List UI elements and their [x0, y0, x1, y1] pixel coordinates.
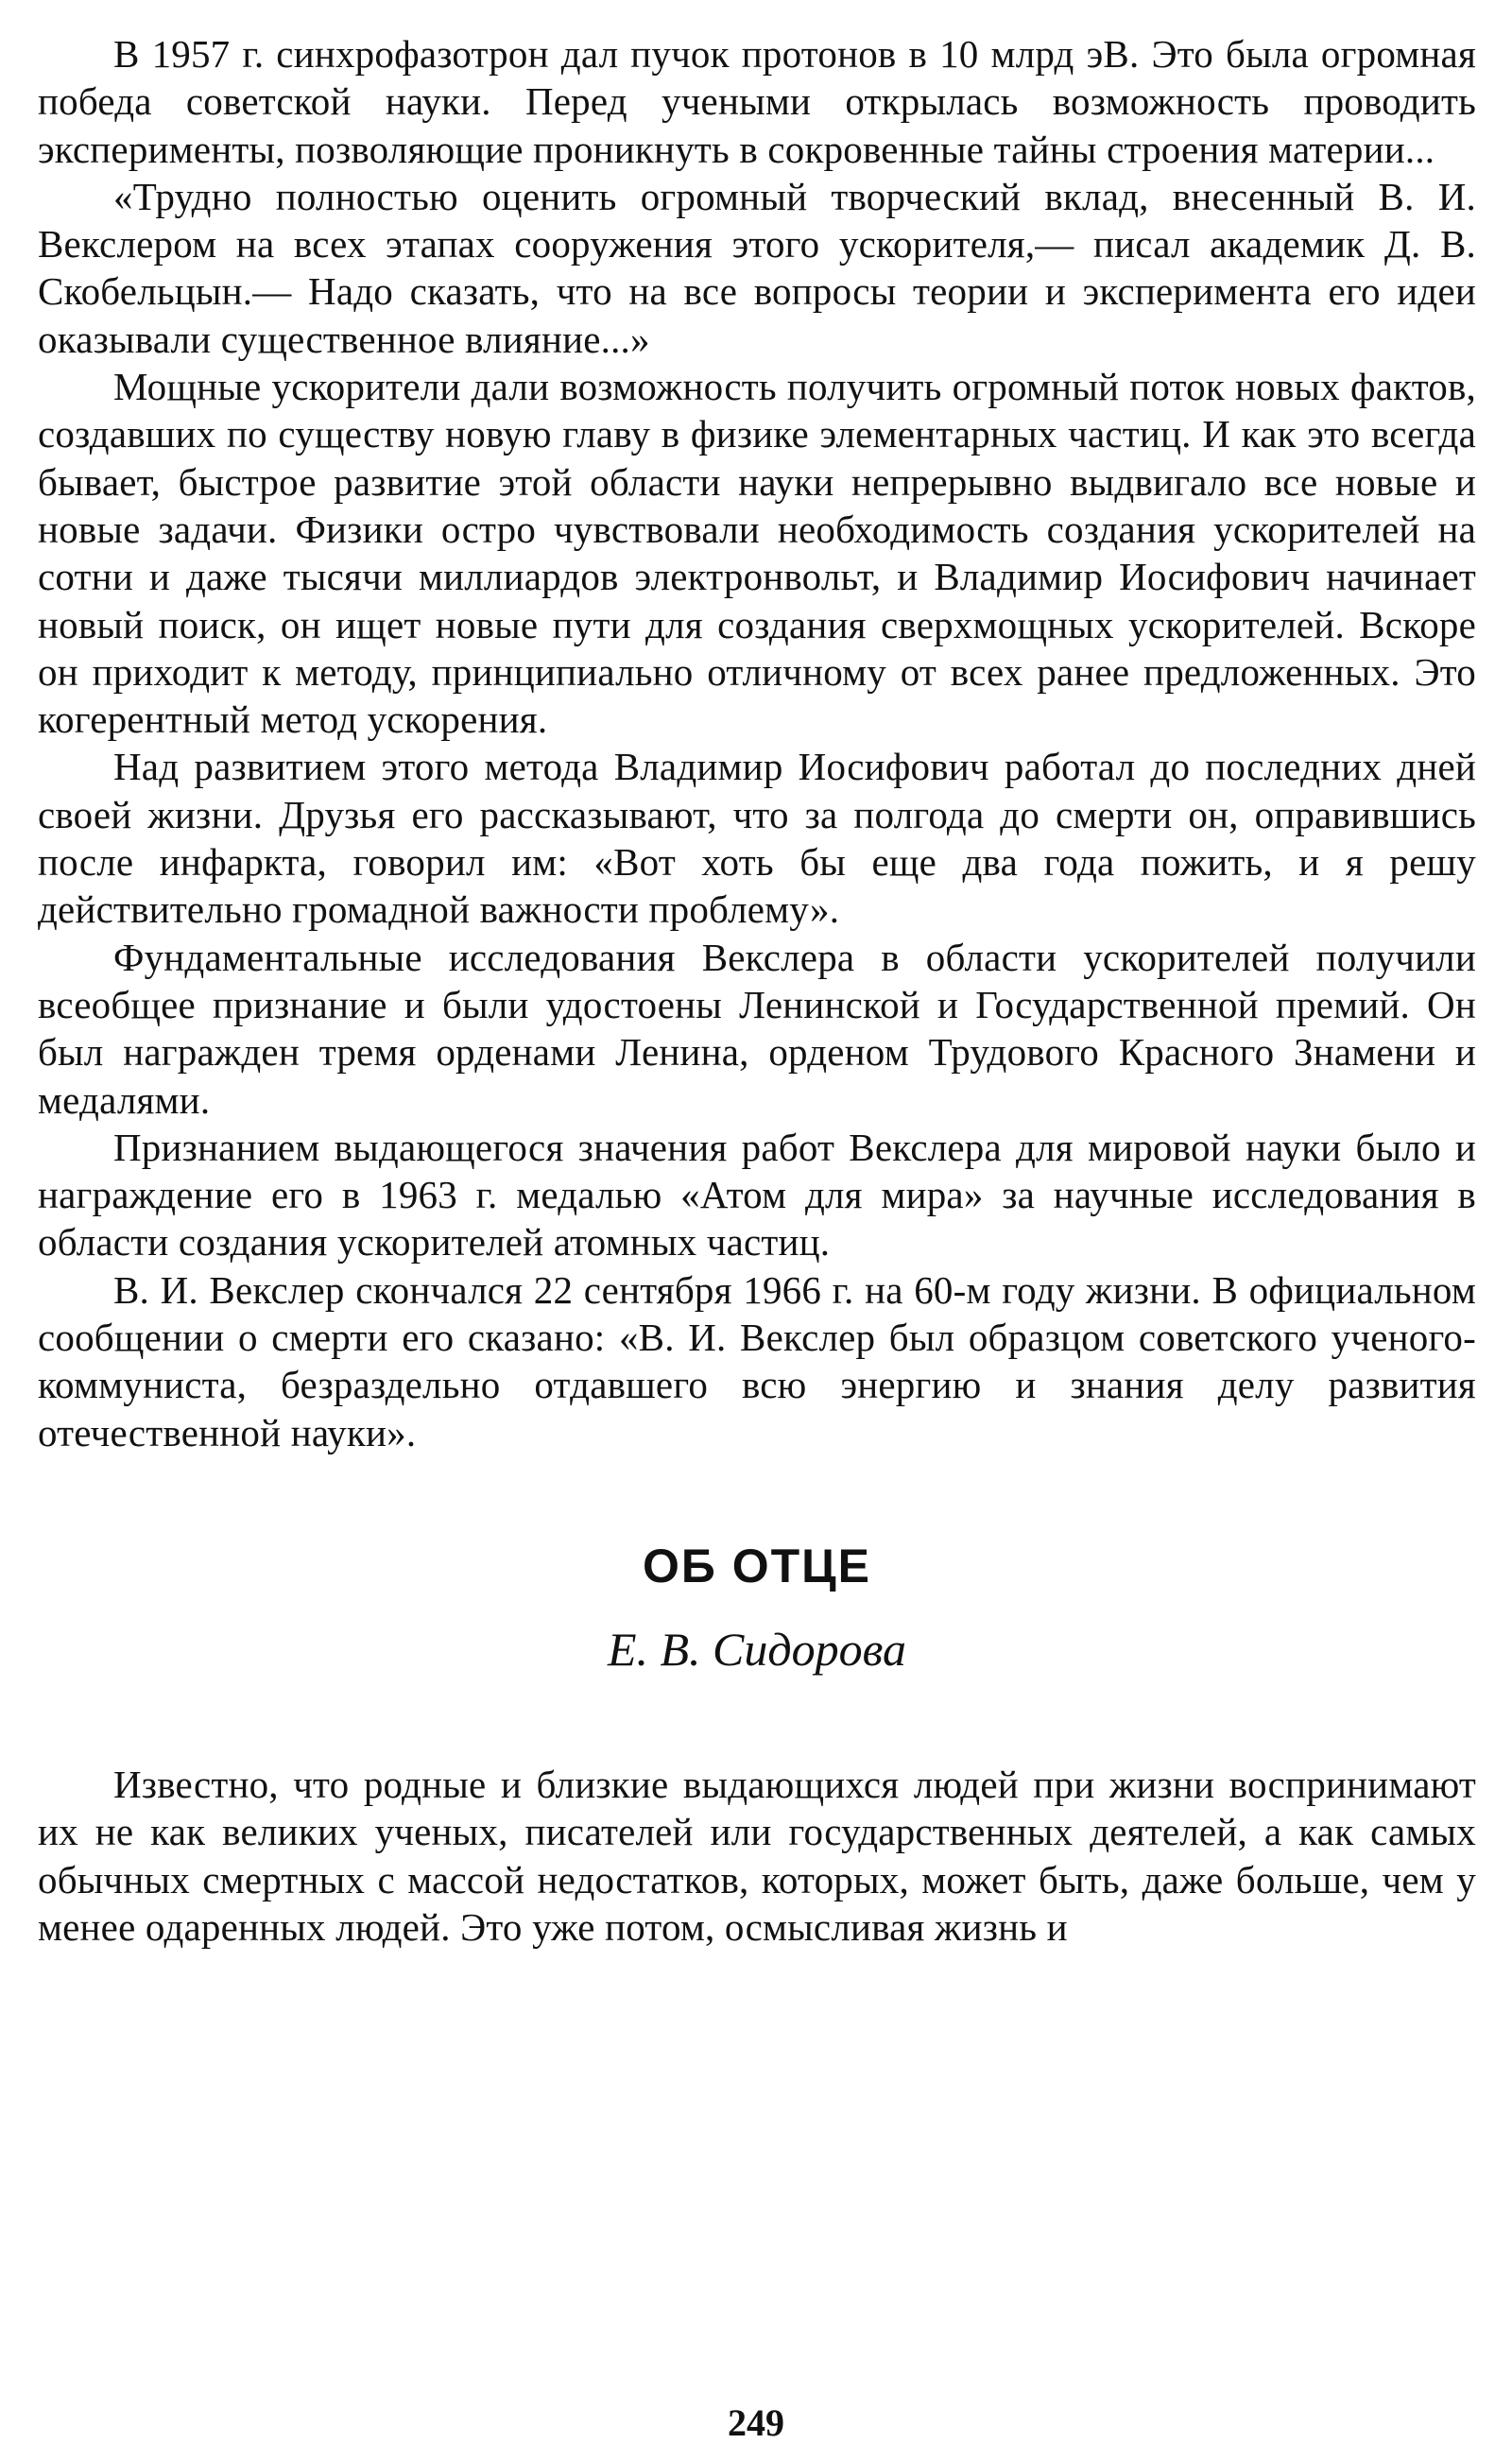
paragraph: «Трудно полностью оценить огромный творческий вклад, внесенный В. И. Векслером на всех этапах сооружения этого ускорителя,— писал академик Д. В. Скобельцын.— Надо сказать, что на все вопросы теории и эксперимента его идеи оказывали существенное влияние...» — [38, 174, 1476, 361]
paragraph: Над развитием этого метода Владимир Иосифович работал до последних дней своей жизни. Друзья его рассказывают, что за полгода до смерти он, оправившись после инфаркта, говорил им: «Вот хоть бы еще два года пожить, и я решу действительно громадной важности проблему». — [38, 745, 1476, 932]
paragraph: Признанием выдающегося значения работ Векслера для мировой науки было и награждение его в 1963 г. медалью «Атом для мира» за научные исследования в области создания ускорителей атомных частиц. — [38, 1125, 1476, 1265]
page-content — [38, 30, 1476, 1951]
paragraph: Известно, что родные и близкие выдающихся людей при жизни воспринимают их не как великих ученых, писателей или государственных деятелей, а как самых обычных смертных с массой недостатков, которых, может быть, даже больше, чем у менее одаренных людей. Это уже потом, осмысливая жизнь и — [38, 1762, 1476, 1949]
paragraph: Фундаментальные исследования Векслера в области ускорителей получили всеобщее признание и были удостоены Ленинской и Государственной премий. Он был награжден тремя орденами Ленина, орденом Трудового Красного Знамени и медалями. — [38, 935, 1476, 1122]
paragraph: В. И. Векслер скончался 22 сентября 1966 г. на 60-м году жизни. В официальном сообщении о смерти его сказано: «В. И. Векслер был образцом советского ученого-коммуниста, безраздельно отдавшего всю энергию и знания делу развития отечественной науки». — [38, 1267, 1476, 1454]
paragraph: Мощные ускорители дали возможность получить огромный поток новых фактов, создавших по существу новую главу в физике элементарных частиц. И как это всегда бывает, быстрое развитие этой области науки непрерывно выдвигало все новые и новые задачи. Физики остро чувствовали необходимость создания ускорителей на сотни и даже тысячи миллиардов электронвольт, и Владимир Иосифович начинает новый поиск, он ищет новые пути для создания сверхмощных ускорителей. Вскоре он приходит к методу, принципиально отличному от всех ранее предложенных. Это когерентный метод ускорения. — [38, 365, 1476, 742]
page-number: 249 — [728, 2401, 784, 2444]
article-author: Е. В. Сидорова — [607, 1622, 907, 1676]
article-title: ОБ ОТЦЕ — [642, 1539, 872, 1592]
paragraph: В 1957 г. синхрофазотрон дал пучок протонов в 10 млрд эВ. Это была огромная победа советской науки. Перед учеными открылась возможность проводить эксперименты, позволяющие проникнуть в сокровенные тайны строения материи... — [38, 32, 1476, 171]
article-ob-otce — [38, 1538, 1476, 1951]
article-veksler-text — [38, 30, 1476, 1456]
